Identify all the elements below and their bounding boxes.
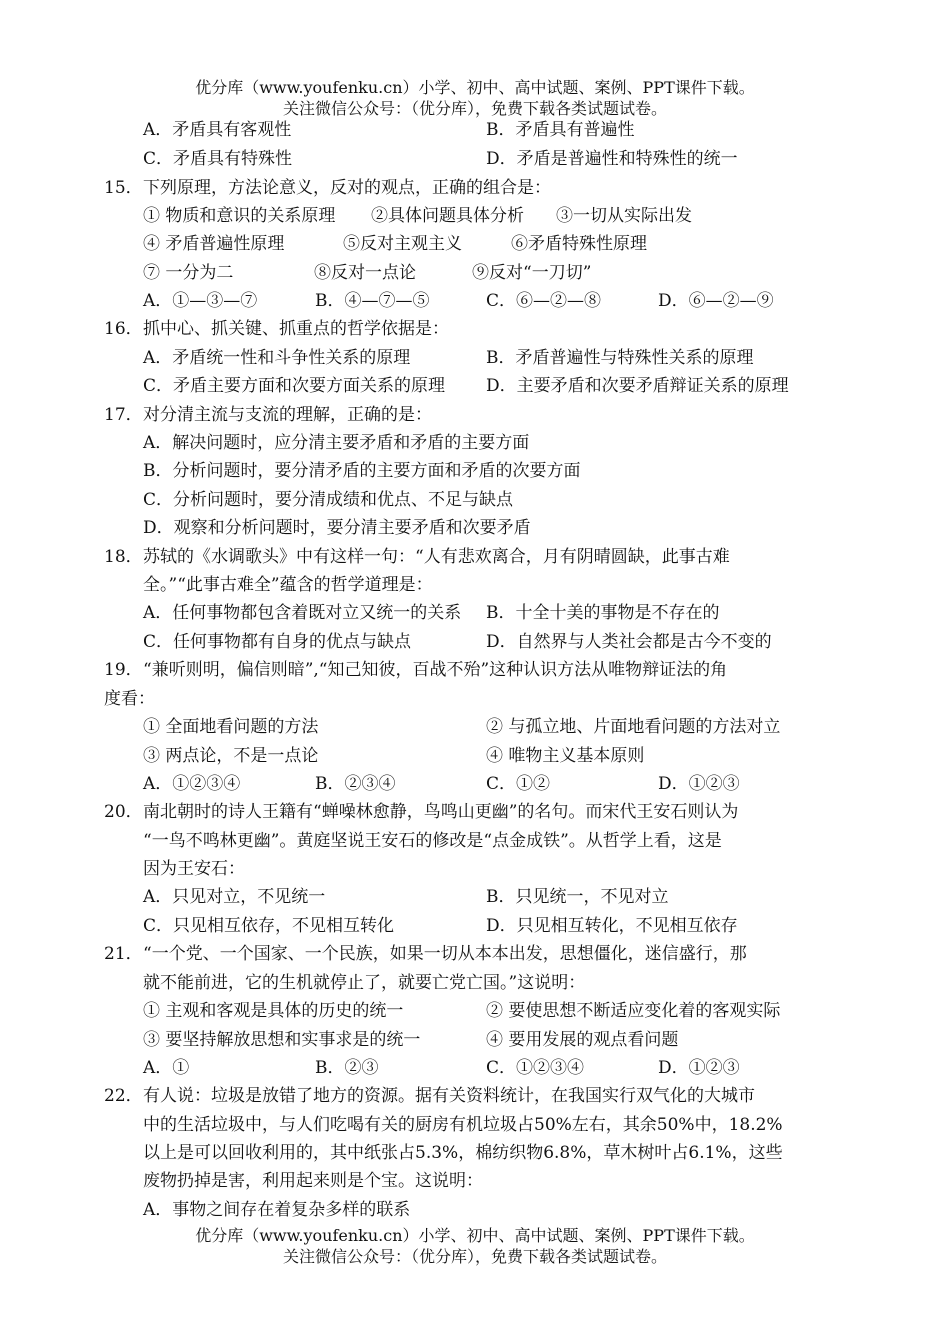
q16-stem: 抓中心、抓关键、抓重点的哲学依据是： xyxy=(143,319,449,339)
q21-option-a: A．① xyxy=(143,1058,190,1078)
q15-item-1: ① 物质和意识的关系原理 xyxy=(143,206,336,226)
q17-option-b: B．分析问题时，要分清矛盾的主要方面和矛盾的次要方面 xyxy=(143,461,581,481)
q15-option-c: C．⑥—②—⑧ xyxy=(486,291,602,311)
q21-option-d: D．①②③ xyxy=(658,1058,740,1078)
q15-item-6: ⑥矛盾特殊性原理 xyxy=(511,234,647,254)
q20-stem-1: 南北朝时的诗人王籍有“蝉噪林愈静，鸟鸣山更幽”的名句。而宋代王安石则认为 xyxy=(143,802,739,822)
q17-option-c: C．分析问题时，要分清成绩和优点、不足与缺点 xyxy=(143,490,514,510)
q21-stem-2: 就不能前进，它的生机就停止了，就要亡党亡国。”这说明： xyxy=(143,973,586,993)
q19-item-3: ③ 两点论，不是一点论 xyxy=(143,746,319,766)
q17-option-a: A．解决问题时，应分清主要矛盾和矛盾的主要方面 xyxy=(143,433,530,453)
q20-option-a: A．只见对立，不见统一 xyxy=(143,887,326,907)
q15-item-4: ④ 矛盾普遍性原理 xyxy=(143,234,285,254)
q19-stem-1: “兼听则明，偏信则暗”,“知己知彼，百战不殆”这种认识方法从唯物辩证法的角 xyxy=(143,660,728,680)
q22-stem-2: 中的生活垃圾中，与人们吃喝有关的厨房有机垃圾占50%左右，其余50%中，18.2% xyxy=(143,1115,783,1135)
q16-option-d: D．主要矛盾和次要矛盾辩证关系的原理 xyxy=(486,376,789,396)
q21-stem-1: “一个党、一个国家、一个民族，如果一切从本本出发，思想僵化，迷信盛行，那 xyxy=(143,944,747,964)
q15-item-5: ⑤反对主观主义 xyxy=(343,234,462,254)
q19-item-1: ① 全面地看问题的方法 xyxy=(143,717,319,737)
q15-item-3: ③一切从实际出发 xyxy=(556,206,692,226)
q15-item-8: ⑧反对一点论 xyxy=(314,263,416,283)
q19-option-a: A．①②③④ xyxy=(143,774,241,794)
q17-option-d: D．观察和分析问题时，要分清主要矛盾和次要矛盾 xyxy=(143,518,531,538)
q20-stem-2: “一鸟不鸣林更幽”。黄庭坚说王安石的修改是“点金成铁”。从哲学上看，这是 xyxy=(143,831,722,851)
q15-option-a: A．①—③—⑦ xyxy=(143,291,258,311)
q22-stem-4: 废物扔掉是害，利用起来则是个宝。这说明： xyxy=(143,1171,483,1191)
q15-item-7: ⑦ 一分为二 xyxy=(143,263,234,283)
q14-option-d: D．矛盾是普遍性和特殊性的统一 xyxy=(486,149,738,169)
q21-option-b: B．②③ xyxy=(315,1058,379,1078)
q21-item-4: ④ 要用发展的观点看问题 xyxy=(486,1030,679,1050)
q22-stem-1: 有人说：垃圾是放错了地方的资源。据有关资料统计，在我国实行双气化的大城市 xyxy=(143,1086,755,1106)
q21-option-c: C．①②③④ xyxy=(486,1058,585,1078)
q16-option-b: B．矛盾普遍性与特殊性关系的原理 xyxy=(486,348,754,368)
q17-stem: 对分清主流与支流的理解，正确的是： xyxy=(143,405,432,425)
q19-option-d: D．①②③ xyxy=(658,774,740,794)
q19-option-c: C．①② xyxy=(486,774,551,794)
q18-number: 18． xyxy=(104,547,143,567)
q15-stem: 下列原理，方法论意义，反对的观点，正确的组合是： xyxy=(143,178,551,198)
q15-option-d: D．⑥—②—⑨ xyxy=(658,291,774,311)
q14-option-c: C．矛盾具有特殊性 xyxy=(143,149,293,169)
q18-option-b: B．十全十美的事物是不存在的 xyxy=(486,603,720,623)
header-line-2: 关注微信公众号：（优分库），免费下载各类试题试卷。 xyxy=(282,99,667,118)
q15-item-9: ⑨反对“一刀切” xyxy=(472,263,592,283)
q14-option-b: B．矛盾具有普遍性 xyxy=(486,120,635,140)
q20-option-d: D．只见相互转化，不见相互依存 xyxy=(486,916,738,936)
q16-number: 16． xyxy=(104,319,143,339)
q20-stem-3: 因为王安石： xyxy=(143,859,245,879)
q22-number: 22． xyxy=(104,1086,143,1106)
q19-number: 19． xyxy=(104,660,143,680)
q19-option-b: B．②③④ xyxy=(315,774,396,794)
q18-stem-2: 全。”“此事古难全”蕴含的哲学道理是： xyxy=(143,575,433,595)
q16-option-a: A．矛盾统一性和斗争性关系的原理 xyxy=(143,348,411,368)
q16-option-c: C．矛盾主要方面和次要方面关系的原理 xyxy=(143,376,446,396)
q20-number: 20． xyxy=(104,802,143,822)
q15-item-2: ②具体问题具体分析 xyxy=(371,206,524,226)
q18-option-d: D．自然界与人类社会都是古今不变的 xyxy=(486,632,772,652)
q14-option-a: A．矛盾具有客观性 xyxy=(143,120,292,140)
q19-item-2: ② 与孤立地、片面地看问题的方法对立 xyxy=(486,717,781,737)
q21-item-3: ③ 要坚持解放思想和实事求是的统一 xyxy=(143,1030,421,1050)
q21-item-1: ① 主观和客观是具体的历史的统一 xyxy=(143,1001,404,1021)
q18-option-c: C．任何事物都有自身的优点与缺点 xyxy=(143,632,412,652)
footer-line-1: 优分库（www.youfenku.cn）小学、初中、高中试题、案例、PPT课件下载。 xyxy=(195,1226,755,1245)
q22-option-a: A．事物之间存在着复杂多样的联系 xyxy=(143,1200,411,1220)
q22-stem-3: 以上是可以回收利用的，其中纸张占5.3%，棉纺织物6.8%，草木树叶占6.1%，这些 xyxy=(143,1143,783,1163)
q19-stem-2: 度看： xyxy=(104,689,155,709)
q20-option-c: C．只见相互依存，不见相互转化 xyxy=(143,916,395,936)
q18-option-a: A．任何事物都包含着既对立又统一的关系 xyxy=(143,603,462,623)
q18-stem-1: 苏轼的《水调歌头》中有这样一句：“人有悲欢离合，月有阴晴圆缺，此事古难 xyxy=(143,547,730,567)
q20-option-b: B．只见统一，不见对立 xyxy=(486,887,669,907)
footer-line-2: 关注微信公众号：（优分库），免费下载各类试题试卷。 xyxy=(282,1247,667,1266)
q19-item-4: ④ 唯物主义基本原则 xyxy=(486,746,645,766)
header-line-1: 优分库（www.youfenku.cn）小学、初中、高中试题、案例、PPT课件下载。 xyxy=(195,78,755,97)
q15-number: 15． xyxy=(104,178,143,198)
q17-number: 17． xyxy=(104,405,143,425)
q15-option-b: B．④—⑦—⑤ xyxy=(315,291,430,311)
q21-item-2: ② 要使思想不断适应变化着的客观实际 xyxy=(486,1001,781,1021)
q21-number: 21． xyxy=(104,944,143,964)
